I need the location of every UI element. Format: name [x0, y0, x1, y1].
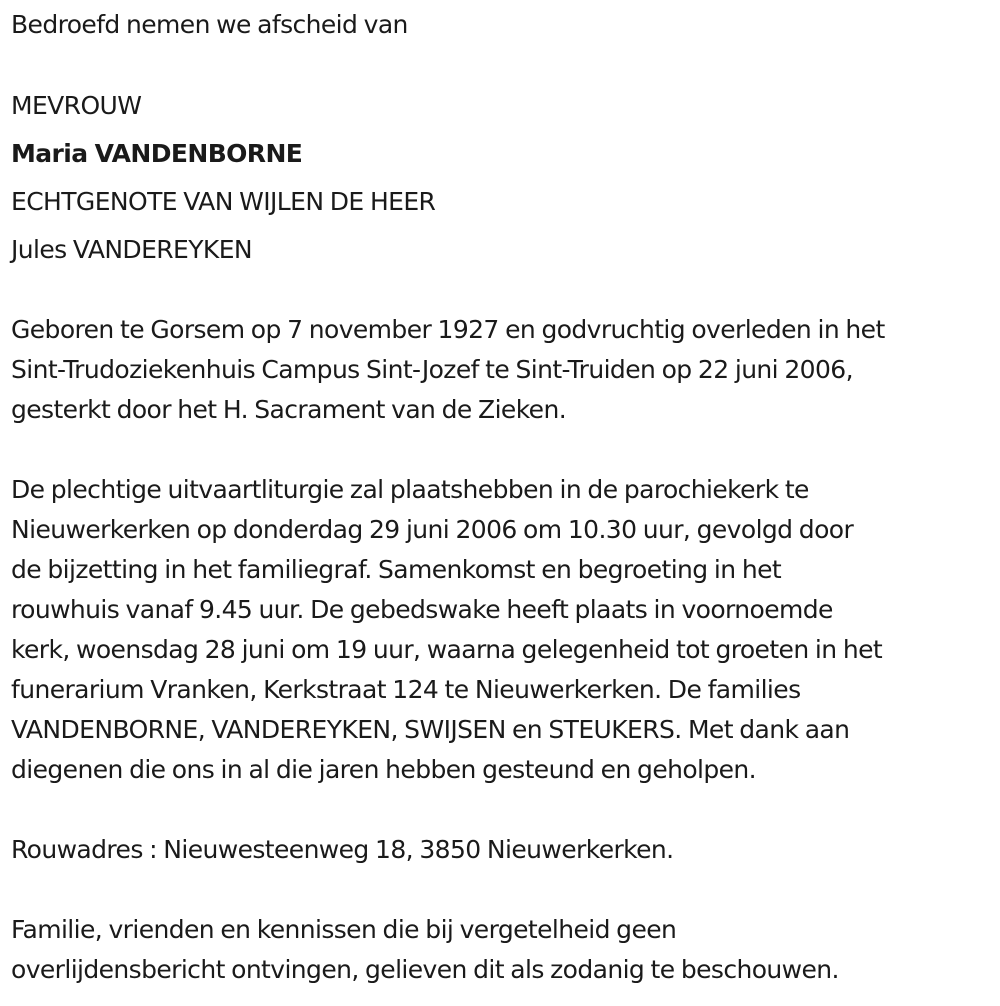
address-line: Rouwadres : Nieuwesteenweg 18, 3850 Nieuwerkerken. [11, 835, 674, 864]
birth-death-paragraph [11, 310, 996, 430]
paragraph-line: Sint-Trudoziekenhuis Campus Sint-Jozef te Sint-Truiden op 22 juni 2006, [11, 355, 853, 384]
closing-paragraph [11, 910, 996, 990]
relation-line: ECHTGENOTE VAN WIJLEN DE HEER [11, 187, 436, 216]
paragraph-line: gesterkt door het H. Sacrament van de Zieken. [11, 395, 567, 424]
title-line: MEVROUW [11, 91, 142, 120]
funeral-paragraph [11, 470, 996, 790]
paragraph-line: rouwhuis vanaf 9.45 uur. De gebedswake heeft plaats in voornoemde [11, 595, 833, 624]
paragraph-line: overlijdensbericht ontvingen, gelieven dit als zodanig te beschouwen. [11, 955, 839, 984]
paragraph-line: Geboren te Gorsem op 7 november 1927 en godvruchtig overleden in het [11, 315, 885, 344]
paragraph-line: VANDENBORNE, VANDEREYKEN, SWIJSEN en STEUKERS. Met dank aan [11, 715, 850, 744]
paragraph-line: de bijzetting in het familiegraf. Samenkomst en begroeting in het [11, 555, 782, 584]
deceased-name: Maria VANDENBORNE [11, 139, 303, 168]
intro-line: Bedroefd nemen we afscheid van [11, 10, 408, 39]
paragraph-line: Familie, vrienden en kennissen die bij vergetelheid geen [11, 915, 677, 944]
paragraph-line: kerk, woensdag 28 juni om 19 uur, waarna gelegenheid tot groeten in het [11, 635, 883, 664]
paragraph-line: Nieuwerkerken op donderdag 29 juni 2006 om 10.30 uur, gevolgd door [11, 515, 854, 544]
spouse-name: Jules VANDEREYKEN [11, 235, 252, 264]
paragraph-line: De plechtige uitvaartliturgie zal plaatshebben in de parochiekerk te [11, 475, 809, 504]
paragraph-line: diegenen die ons in al die jaren hebben gesteund en geholpen. [11, 755, 757, 784]
paragraph-line: funerarium Vranken, Kerkstraat 124 te Nieuwerkerken. De families [11, 675, 801, 704]
